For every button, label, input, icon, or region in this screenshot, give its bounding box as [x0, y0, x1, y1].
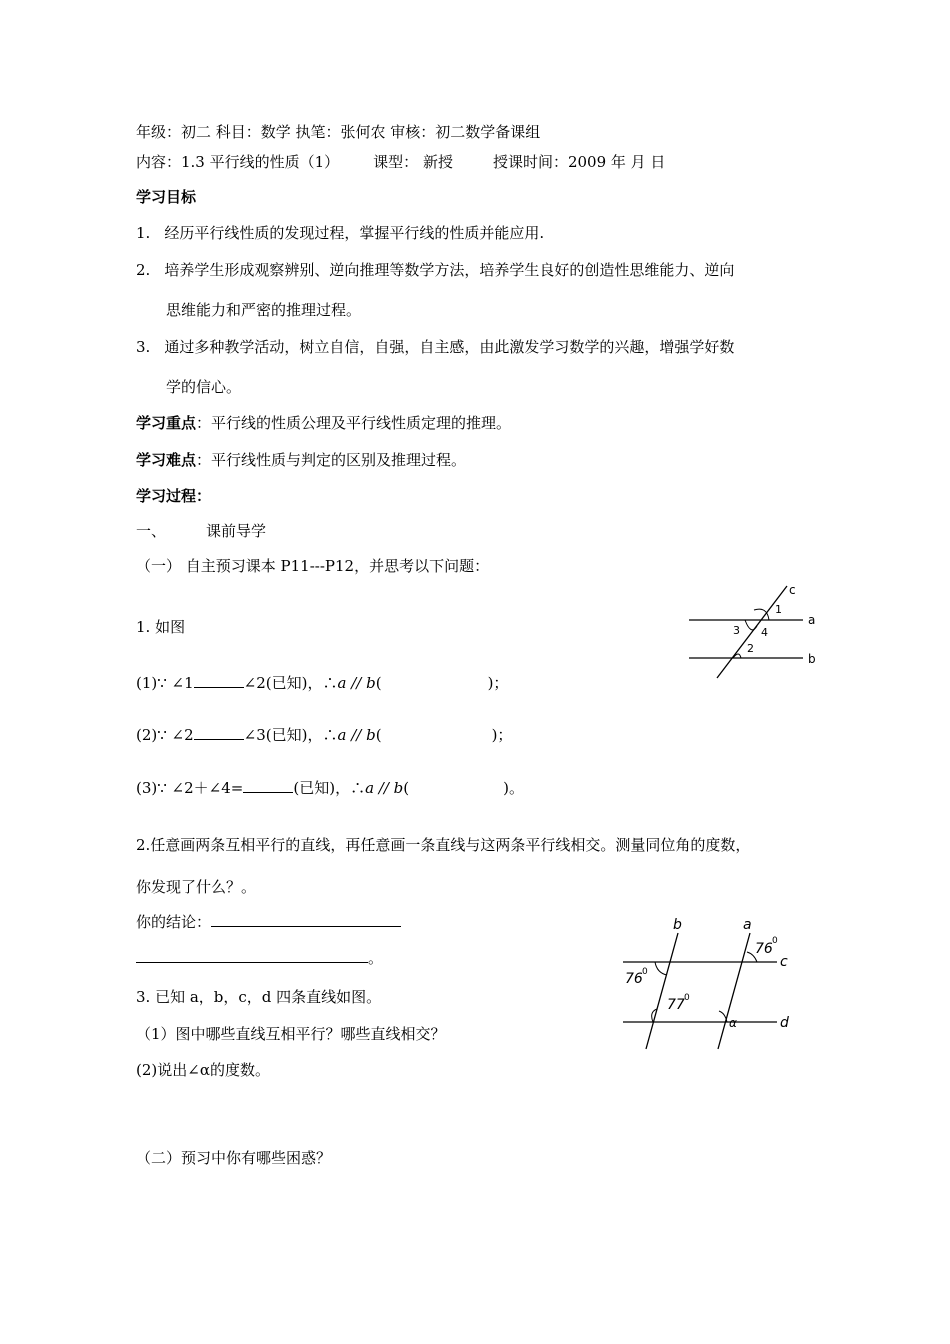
label-a: a — [743, 917, 752, 933]
conclusion-blank[interactable] — [136, 948, 368, 963]
header-line2 — [136, 152, 665, 172]
section1-title: 课前导学 — [206, 522, 267, 540]
angle-1-arc — [754, 609, 769, 620]
content-label: 内容：1.3 平行线的性质（1） — [136, 153, 340, 171]
objective-2-cont: 思维能力和严密的推理过程。 — [166, 301, 362, 319]
conclusion-end: 。 — [368, 949, 384, 967]
angle-alpha-label: α — [729, 1016, 737, 1030]
label-b: b — [808, 652, 816, 666]
q1-l3-pre: (3)∵ ∠2＋∠4= — [136, 779, 244, 797]
objective-text: 经历平行线性质的发现过程，掌握平行线的性质并能应用. — [164, 224, 545, 242]
type-label: 课型： 新授 — [373, 153, 453, 171]
q1-l1-pre: (1)∵ ∠1 — [136, 674, 194, 692]
q1-l3-close: )。 — [503, 779, 524, 797]
objective-text: 通过多种教学活动，树立自信，自强，自主感，由此激发学习数学的兴趣，增强学好数 — [164, 338, 735, 356]
key-point-text: ：平行线的性质公理及平行线性质定理的推理。 — [196, 414, 512, 432]
objective-3 — [136, 337, 734, 357]
label-c: c — [780, 954, 788, 970]
key-point-label: 学习重点 — [136, 414, 197, 432]
degree-sign: 0 — [684, 993, 690, 1003]
q1-l2-pre: (2)∵ ∠2 — [136, 726, 194, 744]
q1-l1-close: )； — [487, 674, 509, 692]
q1-line3 — [136, 778, 524, 798]
q1-l1-mid: ∠2(已知)，∴ — [243, 674, 338, 692]
objective-num: 2. — [136, 261, 151, 279]
q2-conclusion-cont — [136, 948, 383, 968]
objective-num: 1. — [136, 224, 151, 242]
answer-blank[interactable] — [194, 673, 244, 688]
line-a — [718, 933, 750, 1049]
q2-text: 2.任意画两条互相平行的直线，再任意画一条直线与这两条平行线相交。测量同位角的度数， — [136, 836, 751, 854]
section1-num: 一、 — [136, 522, 167, 540]
objectives-title: 学习目标 — [136, 188, 197, 206]
angle-76-left-arc — [655, 962, 667, 975]
figure-parallel-lines-1 — [685, 580, 830, 685]
q1-line2 — [136, 725, 512, 745]
angle-76-right-value: 76 — [755, 941, 773, 957]
label-3: 3 — [733, 624, 740, 637]
conclusion-blank[interactable] — [211, 912, 401, 927]
q1-l3-open: ( — [403, 779, 410, 797]
q3-title: 3. 已知 a，b，c，d 四条直线如图。 — [136, 988, 382, 1006]
q1-l2-open: ( — [375, 726, 382, 744]
q1-l3-mid: (已知)，∴ — [293, 779, 366, 797]
label-2: 2 — [747, 642, 754, 655]
q1-l2-rel: a // b — [337, 726, 376, 744]
answer-blank[interactable] — [243, 778, 293, 793]
difficulty-label: 学习难点 — [136, 451, 197, 469]
degree-sign: 0 — [642, 967, 648, 977]
q3-part1: （1）图中哪些直线互相平行？哪些直线相交？ — [136, 1025, 446, 1043]
q1-l2-close: )； — [491, 726, 513, 744]
q1-l1-rel: a // b — [337, 674, 376, 692]
objective-2 — [136, 260, 734, 280]
sub2-heading: （二）预习中你有哪些困惑？ — [136, 1149, 332, 1167]
label-b: b — [673, 917, 682, 933]
sub1-heading: （一） 自主预习课本 P11---P12，并思考以下问题： — [136, 557, 490, 575]
objective-text: 培养学生形成观察辨别、逆向推理等数学方法，培养学生良好的创造性思维能力、逆向 — [164, 261, 735, 279]
line-c — [717, 586, 787, 678]
line-b — [646, 933, 678, 1049]
angle-4-arc — [745, 620, 757, 630]
objective-num: 3. — [136, 338, 151, 356]
objective-1 — [136, 223, 544, 243]
objective-3-cont: 学的信心。 — [166, 378, 242, 396]
difficulty-text: ：平行线性质与判定的区别及推理过程。 — [196, 451, 467, 469]
answer-blank[interactable] — [194, 725, 244, 740]
conclusion-label: 你的结论： — [136, 913, 212, 931]
key-point — [136, 413, 511, 433]
difficulty — [136, 450, 466, 470]
degree-sign: 0 — [772, 936, 778, 946]
label-c: c — [789, 583, 796, 597]
q1-title: 1. 如图 — [136, 618, 186, 636]
figure-parallel-lines-2 — [615, 915, 800, 1055]
header-line1: 年级：初二 科目：数学 执笔：张何农 审核：初二数学备课组 — [136, 123, 541, 141]
q1-l2-mid: ∠3(已知)，∴ — [243, 726, 338, 744]
label-4: 4 — [761, 626, 768, 639]
process-label: 学习过程： — [136, 487, 212, 505]
angle-77-value: 77 — [667, 997, 685, 1013]
label-d: d — [780, 1015, 789, 1031]
section1-heading — [136, 521, 266, 541]
q3-part2: (2)说出∠α的度数。 — [136, 1061, 270, 1079]
angle-76-left-value: 76 — [625, 971, 643, 987]
label-1: 1 — [775, 603, 782, 616]
q1-line1 — [136, 673, 508, 693]
label-a: a — [808, 613, 816, 627]
q2-cont: 你发现了什么？。 — [136, 878, 257, 896]
q1-l1-open: ( — [375, 674, 382, 692]
q1-l3-rel: a // b — [365, 779, 404, 797]
q2-conclusion — [136, 912, 401, 932]
time-label: 授课时间：2009 年 月 日 — [492, 153, 666, 171]
